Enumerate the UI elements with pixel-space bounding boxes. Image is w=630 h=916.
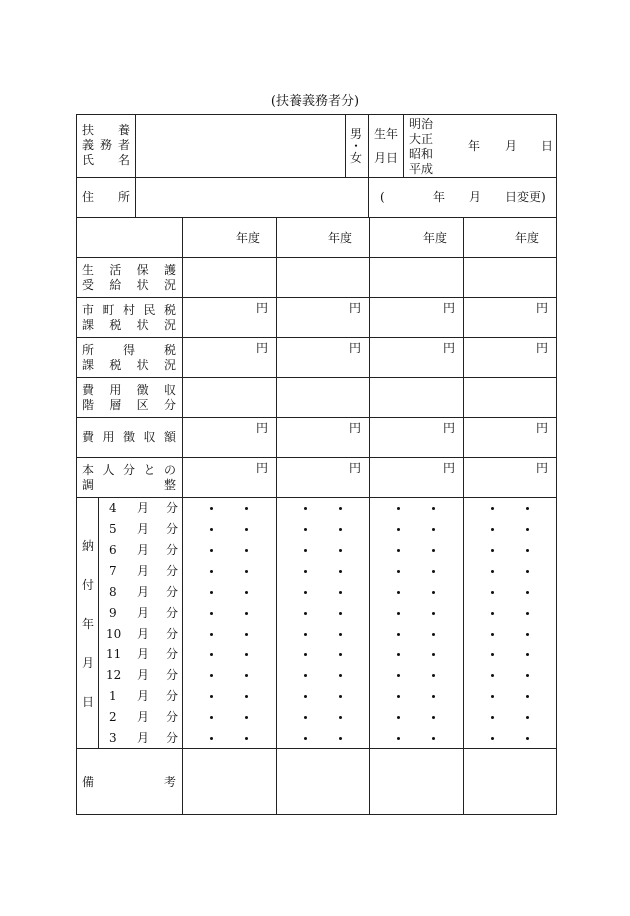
fiscal-year-header-2: 年度: [328, 231, 353, 245]
yen-unit: 円: [536, 341, 549, 355]
label-char: 課: [82, 318, 95, 332]
month-unit: 月: [137, 647, 150, 662]
yen-unit: 円: [256, 301, 269, 315]
payment-label-char: 年: [82, 617, 95, 631]
payment-date-12-col-2[interactable]: [278, 665, 367, 684]
yen-unit: 円: [536, 301, 549, 315]
year-column-divider: [369, 217, 370, 815]
label-char: 生: [82, 263, 95, 277]
label-char: 所: [82, 343, 95, 357]
label-char: 区: [136, 398, 149, 412]
birth-year-label: 年: [468, 139, 481, 153]
sex-female-label: 女: [350, 151, 363, 165]
payment-date-6-col-1[interactable]: [184, 540, 274, 559]
label-char: 養: [117, 123, 130, 137]
month-unit: 月: [137, 731, 150, 746]
month-number: 2: [109, 710, 117, 725]
label-char: 税: [163, 303, 176, 317]
fiscal-year-header-4: 年度: [515, 231, 540, 245]
remarks-cell-1[interactable]: [184, 750, 274, 813]
month-number: 1: [109, 689, 117, 704]
payment-date-10-col-4[interactable]: [465, 624, 554, 643]
payment-date-4-col-2[interactable]: [278, 498, 367, 517]
yen-unit: 円: [443, 301, 456, 315]
month-portion: 分: [166, 668, 179, 683]
row-label-4-line1: [82, 384, 176, 396]
rule-line: [345, 114, 346, 177]
remarks-cell-3[interactable]: [371, 750, 461, 813]
label-char: 市: [82, 303, 95, 317]
year-column-divider: [182, 217, 183, 815]
label-char: 況: [163, 358, 176, 372]
row-4-cell-4[interactable]: [465, 379, 554, 415]
month-number: 10: [106, 626, 122, 641]
yen-unit: 円: [256, 461, 269, 475]
rule-line: [368, 114, 369, 177]
address-label: [82, 191, 130, 203]
month-portion: 分: [166, 689, 179, 704]
payment-date-2-col-3[interactable]: [371, 707, 461, 726]
name-field[interactable]: [136, 115, 344, 176]
row-label-4-line2: [82, 399, 176, 411]
row-label-2-line1: [82, 304, 176, 316]
month-number: 11: [106, 647, 122, 662]
row-1-cell-4[interactable]: [465, 259, 554, 295]
label-char: と: [143, 463, 156, 477]
payment-date-11-col-4[interactable]: [465, 644, 554, 663]
row-4-cell-3[interactable]: [371, 379, 461, 415]
month-portion: 分: [166, 584, 179, 599]
address-field[interactable]: [136, 178, 367, 216]
row-1-cell-3[interactable]: [371, 259, 461, 295]
sex-separator: ・: [350, 139, 363, 153]
payment-date-7-col-2[interactable]: [278, 561, 367, 580]
month-portion: 分: [166, 501, 179, 515]
payment-date-3-col-2[interactable]: [278, 728, 367, 747]
label-char: 層: [109, 398, 122, 412]
month-unit: 月: [137, 542, 150, 557]
label-char: 整: [163, 478, 176, 492]
birth-label-bottom: 月日: [374, 151, 399, 165]
label-char: 用: [109, 383, 122, 397]
rule-line: [76, 377, 556, 378]
label-char: 額: [163, 430, 176, 444]
payment-date-12-col-4[interactable]: [465, 665, 554, 684]
label-char: 務: [99, 138, 112, 152]
payment-date-11-col-1[interactable]: [184, 644, 274, 663]
payment-date-7-col-3[interactable]: [371, 561, 461, 580]
payment-date-6-col-2[interactable]: [278, 540, 367, 559]
era-option: 大正: [409, 132, 434, 146]
fiscal-year-input-3[interactable]: [371, 219, 415, 255]
row-1-cell-1[interactable]: [184, 259, 274, 295]
change-day-label: 日変更): [505, 190, 546, 204]
month-portion: 分: [166, 647, 179, 662]
payment-date-1-col-3[interactable]: [371, 686, 461, 705]
label-char: 町: [102, 303, 115, 317]
payment-date-12-col-3[interactable]: [371, 665, 461, 684]
rule-line: [76, 748, 556, 749]
label-char: 徴: [136, 383, 149, 397]
label-char: 扶: [82, 123, 95, 137]
month-number: 4: [109, 501, 117, 515]
label-char: 住: [82, 190, 95, 204]
label-char: 保: [136, 263, 149, 277]
payment-date-9-col-4[interactable]: [465, 603, 554, 622]
rule-line: [76, 297, 556, 298]
label-char: 況: [163, 318, 176, 332]
label-char: 税: [109, 358, 122, 372]
label-char: 収: [143, 430, 156, 444]
label-char: 状: [136, 278, 149, 292]
payment-date-10-col-2[interactable]: [278, 624, 367, 643]
label-char: 況: [163, 278, 176, 292]
row-label-6-line2: [82, 479, 176, 491]
label-char: 分: [122, 463, 135, 477]
rule-line: [76, 417, 556, 418]
payment-date-1-col-2[interactable]: [278, 686, 367, 705]
payment-date-8-col-4[interactable]: [465, 582, 554, 601]
name-label: [82, 139, 130, 151]
month-number: 5: [109, 521, 117, 536]
payment-date-10-col-3[interactable]: [371, 624, 461, 643]
row-label-6-line1: [82, 464, 176, 476]
payment-date-4-col-1[interactable]: [184, 498, 274, 517]
era-option: 平成: [409, 162, 434, 176]
payment-date-8-col-2[interactable]: [278, 582, 367, 601]
label-char: 本: [82, 463, 95, 477]
month-unit: 月: [137, 563, 150, 578]
change-month-label: 月: [469, 190, 482, 204]
birth-label-top: 生年: [374, 127, 399, 141]
rule-line: [76, 257, 556, 258]
row-label-2-line2: [82, 319, 176, 331]
payment-date-11-col-2[interactable]: [278, 644, 367, 663]
fiscal-year-input-2[interactable]: [278, 219, 322, 255]
label-char: 氏: [82, 153, 95, 167]
label-char: 者: [117, 138, 130, 152]
birth-day-label: 日: [541, 139, 554, 153]
payment-date-12-col-1[interactable]: [184, 665, 274, 684]
label-char: 給: [109, 278, 122, 292]
payment-date-3-col-4[interactable]: [465, 728, 554, 747]
payment-date-6-col-4[interactable]: [465, 540, 554, 559]
year-column-divider: [276, 217, 277, 815]
row-1-cell-2[interactable]: [278, 259, 367, 295]
label-char: 村: [122, 303, 135, 317]
month-number: 3: [109, 731, 117, 746]
payment-date-4-col-3[interactable]: [371, 498, 461, 517]
month-portion: 分: [166, 542, 179, 557]
fiscal-year-input-4[interactable]: [465, 219, 509, 255]
payment-date-6-col-3[interactable]: [371, 540, 461, 559]
row-label-1-line1: [82, 264, 176, 276]
month-unit: 月: [137, 689, 150, 704]
month-portion: 分: [166, 605, 179, 620]
yen-unit: 円: [536, 461, 549, 475]
payment-date-5-col-3[interactable]: [371, 519, 461, 538]
label-char: 考: [163, 775, 176, 789]
payment-date-8-col-1[interactable]: [184, 582, 274, 601]
month-number: 6: [109, 542, 117, 557]
payment-date-8-col-3[interactable]: [371, 582, 461, 601]
payment-date-2-col-2[interactable]: [278, 707, 367, 726]
label-char: 護: [163, 263, 176, 277]
label-char: 状: [136, 318, 149, 332]
fiscal-year-header-3: 年度: [423, 231, 448, 245]
payment-date-3-col-3[interactable]: [371, 728, 461, 747]
yen-unit: 円: [349, 341, 362, 355]
payment-date-2-col-4[interactable]: [465, 707, 554, 726]
label-char: 徴: [122, 430, 135, 444]
month-number: 7: [109, 563, 117, 578]
payment-label-char: 納: [82, 539, 95, 553]
row-label-5: [82, 431, 176, 443]
payment-date-5-col-2[interactable]: [278, 519, 367, 538]
payment-date-9-col-1[interactable]: [184, 603, 274, 622]
yen-unit: 円: [256, 421, 269, 435]
payment-date-5-col-4[interactable]: [465, 519, 554, 538]
form-title: (扶養義務者分): [270, 94, 360, 109]
payment-label-char: 日: [82, 695, 95, 709]
label-char: 課: [82, 358, 95, 372]
label-char: 分: [163, 398, 176, 412]
label-char: 階: [82, 398, 95, 412]
year-column-divider: [463, 217, 464, 815]
rule-line: [76, 337, 556, 338]
rule-line: [76, 217, 556, 218]
payment-date-2-col-1[interactable]: [184, 707, 274, 726]
month-portion: 分: [166, 563, 179, 578]
label-char: の: [163, 463, 176, 477]
yen-unit: 円: [256, 341, 269, 355]
payment-date-4-col-4[interactable]: [465, 498, 554, 517]
remarks-label: [82, 776, 176, 788]
month-portion: 分: [166, 710, 179, 725]
era-option: 昭和: [409, 147, 434, 161]
label-char: 費: [82, 430, 95, 444]
label-char: 備: [82, 775, 95, 789]
payment-date-10-col-1[interactable]: [184, 624, 274, 643]
yen-unit: 円: [443, 461, 456, 475]
label-char: 税: [109, 318, 122, 332]
month-unit: 月: [137, 710, 150, 725]
payment-date-7-col-4[interactable]: [465, 561, 554, 580]
yen-unit: 円: [349, 421, 362, 435]
payment-label-char: 月: [82, 656, 95, 670]
month-portion: 分: [166, 521, 179, 536]
label-char: 民: [143, 303, 156, 317]
month-unit: 月: [137, 521, 150, 536]
change-open-paren: (: [380, 190, 385, 204]
month-number: 12: [106, 668, 122, 683]
yen-unit: 円: [536, 421, 549, 435]
label-char: 所: [117, 190, 130, 204]
fiscal-year-header-1: 年度: [236, 231, 261, 245]
month-unit: 月: [137, 501, 150, 515]
birth-date-field[interactable]: [440, 115, 555, 176]
row-4-cell-2[interactable]: [278, 379, 367, 415]
payment-date-5-col-1[interactable]: [184, 519, 274, 538]
birth-month-label: 月: [505, 139, 518, 153]
label-char: 義: [82, 138, 95, 152]
yen-unit: 円: [443, 421, 456, 435]
label-char: 調: [82, 478, 95, 492]
month-unit: 月: [137, 605, 150, 620]
payment-date-7-col-1[interactable]: [184, 561, 274, 580]
fiscal-year-input-1[interactable]: [184, 219, 228, 255]
sex-male-label: 男: [350, 127, 363, 141]
label-char: 状: [136, 358, 149, 372]
label-char: 収: [163, 383, 176, 397]
payment-label-divider: [98, 497, 99, 748]
row-label-3-line1: [82, 344, 176, 356]
yen-unit: 円: [443, 341, 456, 355]
label-char: 税: [163, 343, 176, 357]
row-label-1-line2: [82, 279, 176, 291]
row-label-3-line2: [82, 359, 176, 371]
label-char: 用: [102, 430, 115, 444]
rule-line: [403, 114, 404, 177]
yen-unit: 円: [349, 461, 362, 475]
name-label: [82, 124, 130, 136]
month-portion: 分: [166, 626, 179, 641]
payment-label-char: 付: [82, 578, 95, 592]
name-label: [82, 154, 130, 166]
payment-date-9-col-3[interactable]: [371, 603, 461, 622]
month-unit: 月: [137, 668, 150, 683]
month-number: 8: [109, 584, 117, 599]
rule-line: [76, 457, 556, 458]
month-unit: 月: [137, 626, 150, 641]
month-portion: 分: [166, 731, 179, 746]
rule-line: [368, 177, 369, 217]
change-year-label: 年: [433, 190, 446, 204]
label-char: 人: [102, 463, 115, 477]
label-char: 名: [117, 153, 130, 167]
era-option: 明治: [409, 117, 434, 131]
payment-date-11-col-3[interactable]: [371, 644, 461, 663]
yen-unit: 円: [349, 301, 362, 315]
label-char: 受: [82, 278, 95, 292]
label-char: 費: [82, 383, 95, 397]
payment-date-1-col-4[interactable]: [465, 686, 554, 705]
payment-date-3-col-1[interactable]: [184, 728, 274, 747]
month-number: 9: [109, 605, 117, 620]
label-char: 得: [122, 343, 135, 357]
payment-date-9-col-2[interactable]: [278, 603, 367, 622]
month-unit: 月: [137, 584, 150, 599]
label-char: 活: [109, 263, 122, 277]
row-4-cell-1[interactable]: [184, 379, 274, 415]
payment-date-1-col-1[interactable]: [184, 686, 274, 705]
remarks-cell-4[interactable]: [465, 750, 554, 813]
remarks-cell-2[interactable]: [278, 750, 367, 813]
